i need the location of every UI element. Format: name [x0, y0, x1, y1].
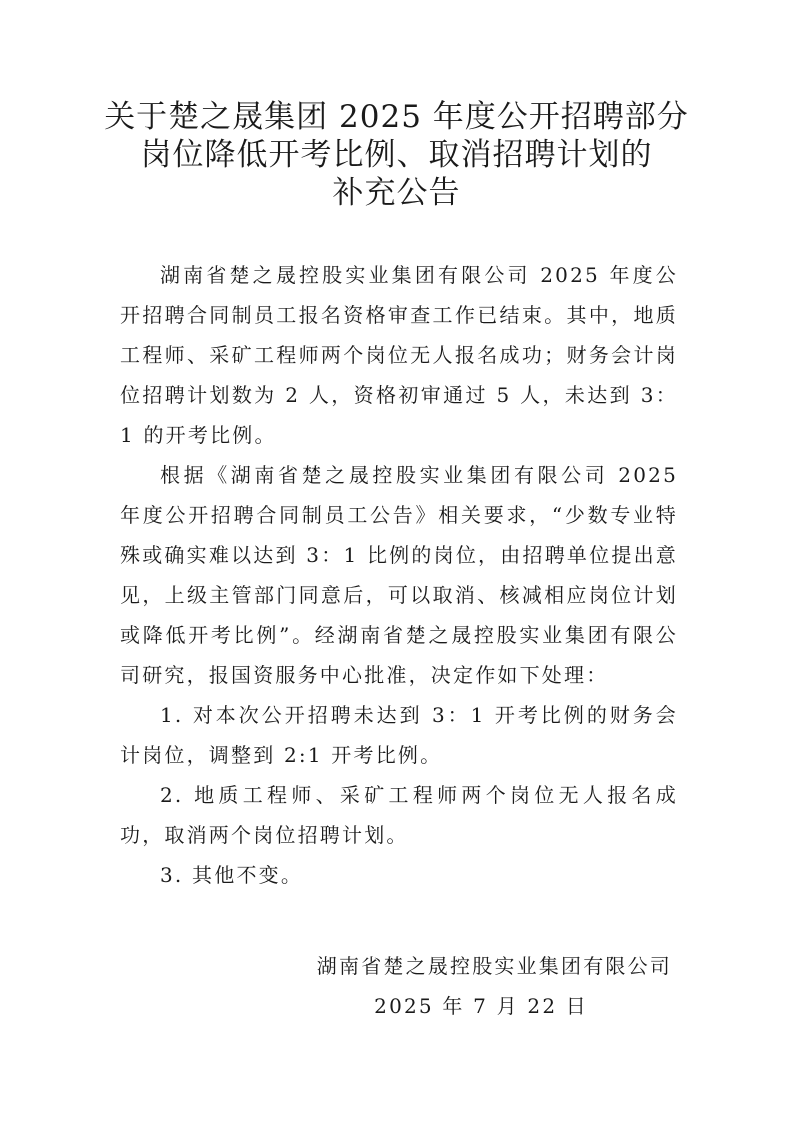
list-item-3: 3. 其他不变。 [160, 863, 304, 887]
list-item-2: 2. 地质工程师、采矿工程师两个岗位无人报名成功，取消两个岗位招聘计划。 [120, 783, 678, 847]
signature-block [300, 946, 672, 1026]
title-line-1: 关于楚之晟集团 2025 年度公开招聘部分 [104, 99, 689, 135]
signature-date: 2025 年 7 月 22 日 [374, 994, 588, 1018]
signature-organization: 湖南省楚之晟控股实业集团有限公司 [316, 954, 672, 978]
title-line-3: 补充公告 [332, 175, 461, 211]
title-line-2: 岗位降低开考比例、取消招聘计划的 [140, 137, 653, 173]
paragraph-2: 根据《湖南省楚之晟控股实业集团有限公司 2025 年度公开招聘合同制员工公告》相关要求，“少数专业特殊或确实难以达到 3：1 比例的岗位，由招聘单位提出意见，上级主管部门同意后，可以取消、核减相应岗位计划或降低开考比例”。经湖南省楚之晟控股实业集团有限公司研究，报国资服务中心批准，决定作如下处理： [120, 463, 678, 687]
list-item-1: 1. 对本次公开招聘未达到 3：1 开考比例的财务会计岗位，调整到 2:1 开考比例。 [120, 703, 678, 767]
paragraph-1: 湖南省楚之晟控股实业集团有限公司 2025 年度公开招聘合同制员工报名资格审查工作已结束。其中，地质工程师、采矿工程师两个岗位无人报名成功；财务会计岗位招聘计划数为 2 人，资格初审通过 5 人，未达到 3：1 的开考比例。 [120, 263, 678, 447]
document-title [100, 98, 693, 212]
document-body [120, 255, 678, 895]
